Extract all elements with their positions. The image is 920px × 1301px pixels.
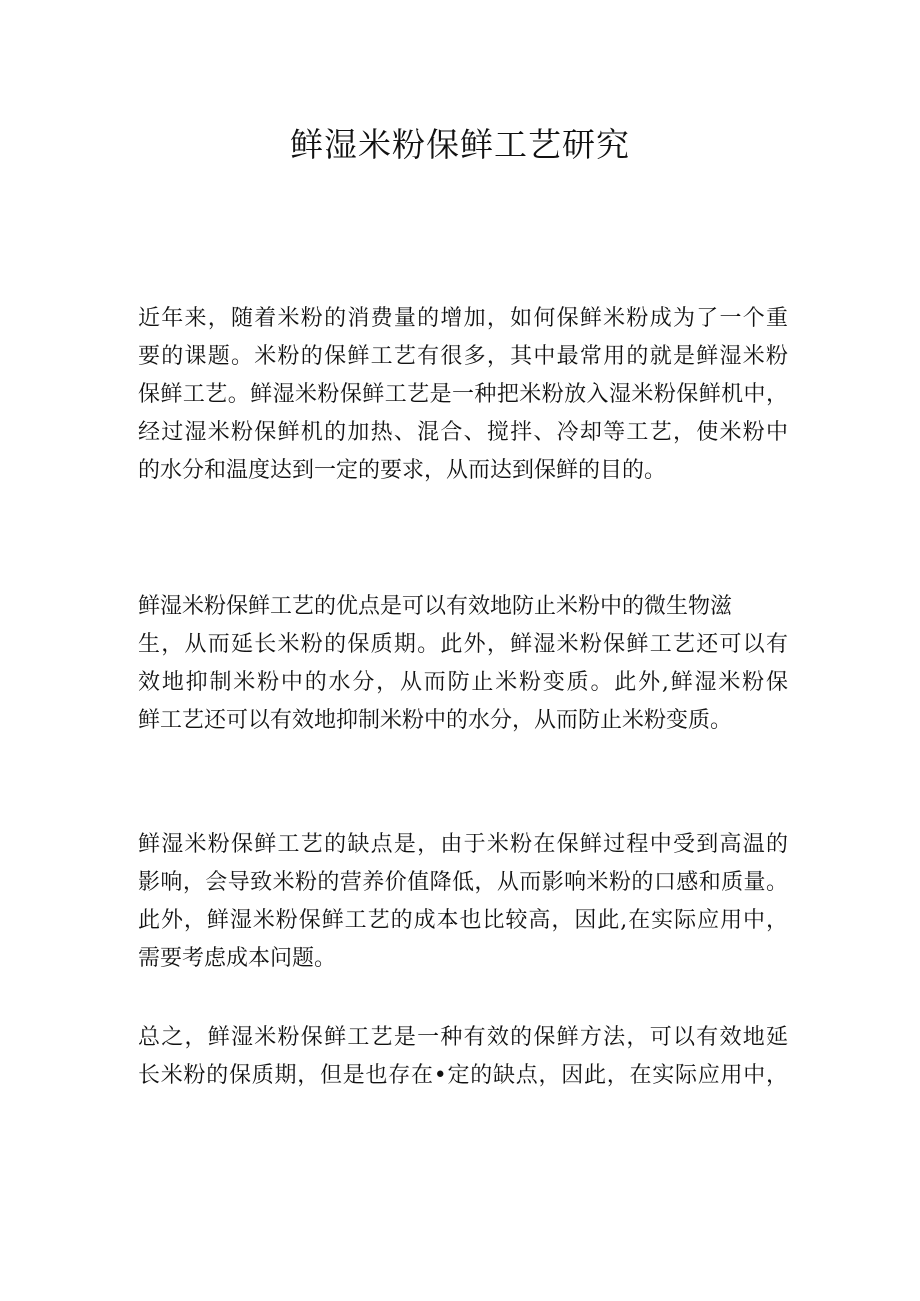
text-line: 鲜湿米粉保鲜工艺的缺点是，由于米粉在保鲜过程中受到高温的 xyxy=(138,832,788,857)
text-line: 影响，会导致米粉的营养价值降低，从而影响米粉的口感和质量。 xyxy=(138,870,788,895)
paragraph-conclusion xyxy=(138,1019,788,1095)
text-line: 长米粉的保质期，但是也存在•定的缺点，因此，在实际应用中， xyxy=(138,1063,788,1088)
text-line: 近年来，随着米粉的消费量的增加，如何保鲜米粉成为了一个重 xyxy=(138,306,788,331)
paragraph-disadvantages xyxy=(138,826,788,978)
paragraph-intro xyxy=(138,300,788,490)
text-line: 鲜湿米粉保鲜工艺的优点是可以有效地防止米粉中的微生物滋 xyxy=(138,594,733,619)
text-line: 需要考虑成本问题。 xyxy=(138,946,337,971)
text-line: 总之，鲜湿米粉保鲜工艺是一种有效的保鲜方法，可以有效地延 xyxy=(138,1025,788,1050)
paragraph-advantages xyxy=(138,588,788,740)
text-line: 保鲜工艺。鲜湿米粉保鲜工艺是一种把米粉放入湿米粉保鲜机中， xyxy=(138,382,788,407)
text-line: 效地抑制米粉中的水分，从而防止米粉变质。此外,鲜湿米粉保 xyxy=(138,670,788,695)
text-line: 要的课题。米粉的保鲜工艺有很多，其中最常用的就是鲜湿米粉 xyxy=(138,344,788,369)
document-title: 鲜湿米粉保鲜工艺研究 xyxy=(290,125,630,164)
text-line: 生，从而延长米粉的保质期。此外，鲜湿米粉保鲜工艺还可以有 xyxy=(138,632,788,657)
text-line: 此外，鲜湿米粉保鲜工艺的成本也比较高，因此,在实际应用中， xyxy=(138,908,788,933)
text-line: 鲜工艺还可以有效地抑制米粉中的水分，从而防止米粉变质。 xyxy=(138,708,733,733)
text-line: 的水分和温度达到一定的要求，从而达到保鲜的目的。 xyxy=(138,458,667,483)
text-line: 经过湿米粉保鲜机的加热、混合、搅拌、冷却等工艺，使米粉中 xyxy=(138,420,788,445)
